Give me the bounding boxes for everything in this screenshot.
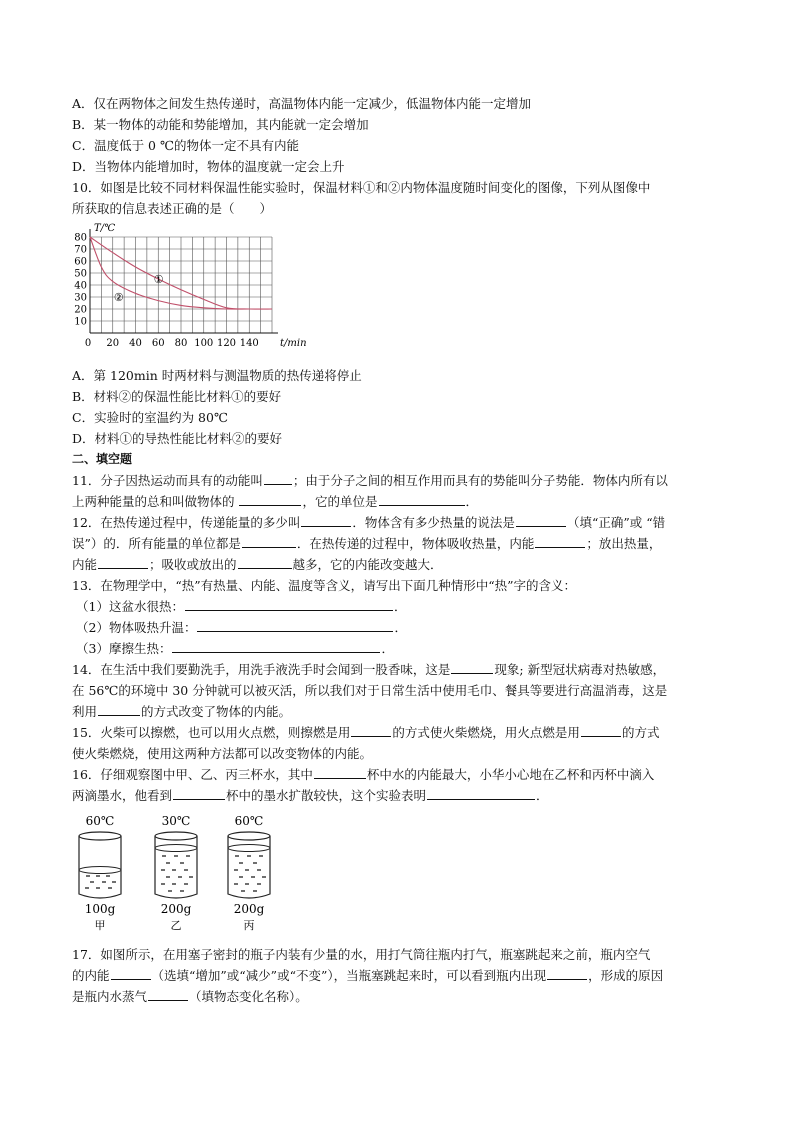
y-tick-label: 20 — [74, 304, 87, 316]
beaker-yi-water — [161, 856, 193, 891]
q14-blank-1[interactable] — [451, 659, 493, 674]
q13-blank-1[interactable] — [185, 596, 393, 611]
q12-text-6: ；放出热量， — [586, 536, 662, 551]
q15-text-2: 的方式使火柴燃烧，用火点燃是用 — [392, 725, 580, 740]
q17-blank-3[interactable] — [148, 986, 188, 1001]
x-tick-label: 120 — [216, 338, 237, 349]
y-tick-label: 80 — [74, 232, 87, 244]
q13-item-3 — [72, 638, 722, 659]
q12-text-4: 误”）的．所有能量的单位都是 — [72, 536, 241, 551]
q13-end-3: ． — [381, 641, 394, 656]
q9-option-c: C．温度低于 0 ℃的物体一定不具有内能 — [72, 138, 299, 153]
q13-end-1: ． — [393, 599, 407, 614]
q11-text-1: 11．分子因热运动而具有的动能叫 — [72, 473, 263, 488]
x-tick-label: 20 — [106, 338, 120, 349]
q14-line3 — [72, 701, 722, 722]
q15-text-3: 的方式 — [621, 725, 660, 740]
q11-line2 — [72, 491, 722, 512]
q14-line1 — [72, 659, 722, 680]
q12-blank-5[interactable] — [98, 554, 148, 569]
beaker-jia-rim — [79, 832, 121, 840]
q11-blank-1[interactable] — [264, 470, 292, 485]
x-tick-label: 40 — [129, 338, 142, 349]
q10-option-c: C．实验时的室温约为 80℃ — [72, 410, 228, 425]
x-tick-label: 0 — [84, 338, 92, 349]
q12-line2 — [72, 533, 722, 554]
beaker-yi-rim — [155, 832, 197, 840]
q16-text-1: 16．仔细观察图中甲、乙、丙三杯水，其中 — [72, 767, 313, 782]
x-tick-label: 140 — [239, 338, 259, 349]
q17-blank-1[interactable] — [111, 965, 151, 980]
q13-item-1 — [72, 596, 722, 617]
q12-text-3: （填“正确”或 “错 — [566, 515, 666, 530]
q15-text-1: 15．火柴可以擦燃，也可以用火点燃，则擦燃是用 — [72, 725, 351, 740]
q17-text-5: （填物态变化名称）。 — [189, 989, 308, 1004]
q11-text-5: ． — [465, 494, 479, 509]
beaker-bing-water-surface — [228, 845, 270, 852]
q13-item-2-label: （2）物体吸热升温： — [76, 620, 197, 635]
beaker-bing-water — [234, 856, 266, 891]
q17-line1: 17．如图所示，在用塞子密封的瓶子内装有少量的水，用打气筒往瓶内打气，瓶塞跳起来之前，瓶内空气 — [72, 947, 651, 962]
section-heading-fill-in: 二、填空题 — [72, 452, 133, 466]
q17-text-1: 的内能 — [72, 968, 110, 983]
beaker-bing-mass: 200g — [233, 902, 265, 916]
beaker-jia-water — [85, 876, 116, 888]
temperature-time-chart — [72, 221, 332, 361]
q11-blank-2[interactable] — [239, 491, 301, 506]
y-tick-label: 50 — [74, 268, 87, 280]
x-tick-label: 80 — [174, 338, 188, 349]
q12-text-2: ．物体含有多少热量的说法是 — [352, 515, 515, 530]
q11-text-3: 上两种能量的总和叫做物体的 — [72, 494, 239, 509]
q12-blank-3[interactable] — [242, 533, 296, 548]
q16-blank-2[interactable] — [173, 785, 225, 800]
q12-blank-4[interactable] — [535, 533, 585, 548]
q11-text-2: ；由于分子之间的相互作用而具有的势能叫分子势能．物体内所有以 — [292, 473, 668, 488]
q12-blank-6[interactable] — [238, 554, 292, 569]
beaker-bing — [228, 814, 270, 932]
x-tick-label: 60 — [151, 338, 165, 349]
y-tick-label: 10 — [74, 316, 87, 328]
q12-line1 — [72, 512, 722, 533]
q15-blank-2[interactable] — [581, 722, 621, 737]
q15-blank-1[interactable] — [351, 722, 391, 737]
q16-line2 — [72, 785, 722, 806]
q16-text-3: 两滴墨水，他看到 — [72, 788, 173, 803]
q17-line2 — [72, 965, 722, 986]
q12-text-7: 内能 — [72, 557, 98, 572]
q17-text-2: （选填“增加”或“减少”或“不变”），当瓶塞跳起来时，可以看到瓶内出现 — [151, 968, 547, 983]
beakers-figure — [72, 812, 332, 934]
q12-text-1: 12．在热传递过程中，传递能量的多少叫 — [72, 515, 301, 530]
q9-option-b: B．某一物体的动能和势能增加，其内能就一定会增加 — [72, 117, 369, 132]
q13-blank-2[interactable] — [197, 617, 393, 632]
q12-blank-2[interactable] — [516, 512, 566, 527]
q13-blank-3[interactable] — [172, 638, 380, 653]
q14-text-1: 14．在生活中我们要勤洗手，用洗手液洗手时会闻到一股香味，这是 — [72, 662, 451, 677]
q14-text-4: 的方式改变了物体的内能。 — [141, 704, 292, 719]
q12-text-5: ．在热传递的过程中，物体吸收热量，内能 — [296, 536, 535, 551]
chart-svg — [72, 221, 332, 361]
q11-line1 — [72, 470, 722, 491]
beaker-bing-temp: 60℃ — [234, 814, 264, 828]
q12-text-8: ；吸收或放出的 — [149, 557, 237, 572]
document-page — [72, 93, 722, 1007]
series-label-2: ② — [113, 291, 124, 304]
q9-option-a: A．仅在两物体之间发生热传递时，高温物体内能一定减少，低温物体内能一定增加 — [72, 96, 532, 111]
q17-text-4: 是瓶内水蒸气 — [72, 989, 148, 1004]
q16-text-2: 杯中水的内能最大，小华小心地在乙杯和丙杯中滴入 — [366, 767, 655, 782]
q15-line2: 使火柴燃烧，使用这两种方法都可以改变物体的内能。 — [72, 746, 373, 761]
q12-blank-1[interactable] — [301, 512, 351, 527]
y-tick-label: 70 — [74, 244, 87, 256]
q11-blank-3[interactable] — [379, 491, 465, 506]
beaker-jia — [79, 814, 121, 932]
q17-text-3: ，形成的原因 — [588, 968, 664, 983]
series-label-1: ① — [153, 273, 164, 286]
q13-item-3-label: （3）摩擦生热： — [76, 641, 172, 656]
beaker-bing-rim — [228, 832, 270, 840]
q10-option-b: B．材料②的保温性能比材料①的要好 — [72, 389, 282, 404]
q10-stem-line1: 10．如图是比较不同材料保温性能实验时，保温材料①和②内物体温度随时间变化的图像，下列从图像中 — [72, 180, 651, 195]
beaker-jia-label: 甲 — [94, 919, 106, 932]
q12-text-9: 越多，它的内能改变越大． — [292, 557, 443, 572]
beaker-yi-temp: 30℃ — [161, 814, 191, 828]
beaker-bing-label: 丙 — [243, 919, 255, 932]
y-axis-label: T/℃ — [94, 223, 116, 234]
q13-item-2 — [72, 617, 722, 638]
q16-text-5: ． — [536, 788, 549, 803]
x-axis-label: t/min — [280, 338, 307, 349]
y-tick-label: 40 — [74, 280, 87, 292]
q16-line1 — [72, 764, 722, 785]
beaker-yi-label: 乙 — [170, 919, 182, 932]
q15-line1 — [72, 722, 722, 743]
q11-text-4: ，它的单位是 — [302, 494, 378, 509]
q14-text-3: 利用 — [72, 704, 98, 719]
beakers-svg — [72, 812, 332, 934]
q17-blank-2[interactable] — [547, 965, 587, 980]
q14-line2: 在 56℃的环境中 30 分钟就可以被灭活，所以我们对于日常生活中使用毛巾、餐具等要进行高温消毒，这是 — [72, 683, 668, 698]
y-tick-label: 30 — [74, 292, 87, 304]
q16-blank-1[interactable] — [314, 764, 366, 779]
beaker-jia-temp: 60℃ — [85, 814, 115, 828]
beaker-jia-water-surface — [79, 867, 121, 874]
q13-item-1-label: （1）这盆水很热： — [76, 599, 184, 614]
q13-stem: 13．在物理学中，“热”有热量、内能、温度等含义，请写出下面几种情形中“热”字的含义： — [72, 578, 576, 593]
q17-line3 — [72, 986, 722, 1007]
q10-stem-line2: 所获取的信息表述正确的是（ ） — [72, 201, 273, 216]
q13-end-2: ． — [394, 620, 407, 635]
q10-option-a: A．第 120min 时两材料与测温物质的热传递将停止 — [72, 368, 362, 383]
beaker-yi-mass: 200g — [160, 902, 192, 916]
beaker-jia-mass: 100g — [84, 902, 116, 916]
q14-text-2: 现象; 新型冠状病毒对热敏感， — [494, 662, 666, 677]
q10-option-d: D．材料①的导热性能比材料②的要好 — [72, 431, 283, 446]
q14-blank-2[interactable] — [98, 701, 140, 716]
q16-text-4: 杯中的墨水扩散较快，这个实验表明 — [226, 788, 427, 803]
beaker-yi-water-surface — [155, 845, 197, 852]
q16-blank-3[interactable] — [427, 785, 535, 800]
y-tick-label: 60 — [74, 256, 87, 268]
beaker-yi — [155, 814, 197, 932]
q12-line3 — [72, 554, 722, 575]
x-tick-label: 100 — [194, 338, 214, 349]
q9-option-d: D．当物体内能增加时，物体的温度就一定会上升 — [72, 159, 345, 174]
